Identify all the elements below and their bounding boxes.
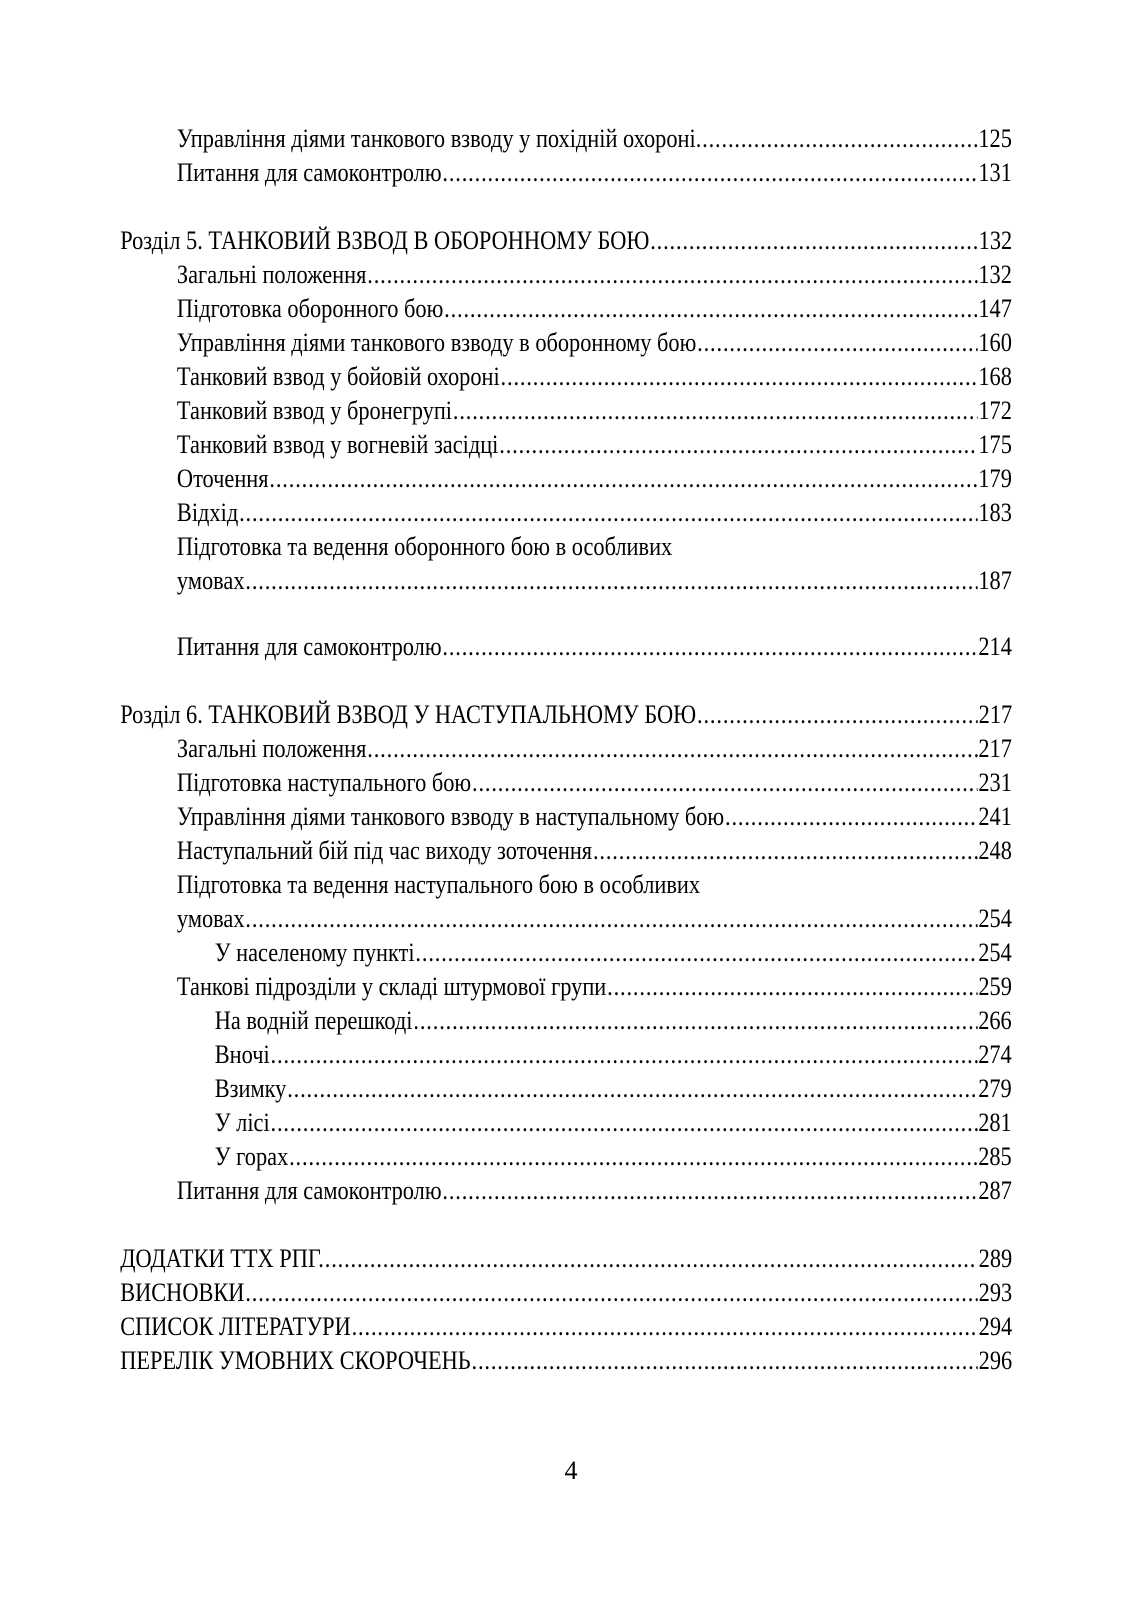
toc-entry <box>177 394 1012 428</box>
toc-entry-title: ДОДАТКИ ТТХ РПГ. <box>120 1244 324 1273</box>
toc-entry-page: 241 <box>978 802 1012 831</box>
toc-entry-title: умовах <box>177 566 245 595</box>
toc-entry-page: 254 <box>978 904 1012 933</box>
toc-entry-page: 179 <box>978 464 1012 493</box>
toc-leader-dots <box>697 698 978 732</box>
toc-entry-page: 131 <box>978 158 1012 187</box>
toc-entry-title: Загальні положення <box>177 734 367 763</box>
toc-entry-page: 279 <box>978 1074 1012 1103</box>
toc-entry-page: 287 <box>978 1176 1012 1205</box>
toc-entry-title: Підготовка та ведення наступального бою в особливих <box>177 870 701 899</box>
toc-entry-page: 259 <box>978 972 1012 1001</box>
toc-entry-page: 214 <box>978 632 1012 661</box>
toc-entry-page: 266 <box>978 1006 1012 1035</box>
toc-entry <box>177 530 1012 564</box>
toc-leader-dots <box>702 122 977 156</box>
toc-entry <box>215 1072 1012 1106</box>
toc-leader-dots <box>367 732 977 766</box>
toc-entry-title: умовах <box>177 904 245 933</box>
toc-entry-page: 289 <box>978 1244 1012 1273</box>
toc-entry-page: 160 <box>978 328 1012 357</box>
toc-entry-page: 254 <box>978 938 1012 967</box>
toc-entry-title: Розділ 5. ТАНКОВИЙ ВЗВОД В ОБОРОННОМУ БОЮ <box>120 226 650 255</box>
toc-entry-title: Підготовка та ведення оборонного бою в особливих <box>177 532 673 561</box>
toc-entry <box>120 1242 1012 1276</box>
toc-entry <box>215 1106 1012 1140</box>
toc-entry <box>215 1004 1012 1038</box>
toc-entry <box>177 428 1012 462</box>
toc-entry-title: Підготовка наступального бою <box>177 768 472 797</box>
toc-leader-dots <box>471 1344 977 1378</box>
toc-entry-page: 281 <box>978 1108 1012 1137</box>
toc-entry-title: Розділ 6. ТАНКОВИЙ ВЗВОД У НАСТУПАЛЬНОМУ БОЮ <box>120 700 696 729</box>
toc-entry <box>215 1140 1012 1174</box>
toc-leader-dots <box>442 630 977 664</box>
toc-entry <box>177 292 1012 326</box>
toc-entry-title: Питання для самоконтролю <box>177 1176 442 1205</box>
toc-entry-title: ВИСНОВКИ <box>120 1278 245 1307</box>
toc-entry-title: Взимку <box>215 1074 287 1103</box>
toc-leader-dots <box>245 564 977 598</box>
toc-entry-title: СПИСОК ЛІТЕРАТУРИ <box>120 1312 351 1341</box>
toc-entry-title: Танковий взвод у вогневій засідці <box>177 430 499 459</box>
toc-leader-dots <box>593 834 978 868</box>
toc-entry-page: 296 <box>978 1346 1012 1375</box>
toc-entry-title: У горах <box>215 1142 289 1171</box>
toc-entry-title: Наступальний бій під час виходу зоточення <box>177 836 593 865</box>
toc-leader-dots <box>245 902 977 936</box>
toc-leader-dots <box>239 496 977 530</box>
toc-entry <box>177 496 1012 530</box>
toc-entry-page: 231 <box>978 768 1012 797</box>
toc-entry <box>215 1038 1012 1072</box>
toc-leader-dots <box>697 326 977 360</box>
toc-leader-dots <box>269 462 977 496</box>
toc-entry-title: Управління діями танкового взводу в наступальному бою <box>177 802 725 831</box>
toc-leader-dots <box>287 1072 977 1106</box>
toc-leader-dots <box>325 1242 978 1276</box>
toc-entry <box>120 698 1012 732</box>
toc-leader-dots <box>416 936 978 970</box>
toc-entry-title: На водній перешкоді <box>215 1006 413 1035</box>
toc-entry-page: 285 <box>978 1142 1012 1171</box>
toc-leader-dots <box>453 394 978 428</box>
toc-leader-dots <box>725 800 978 834</box>
toc-leader-dots <box>245 1276 977 1310</box>
toc-entry-title: Танковий взвод у бронегрупі <box>177 396 453 425</box>
toc-leader-dots <box>607 970 977 1004</box>
toc-entry <box>177 156 1012 190</box>
toc-entry-page: 132 <box>978 226 1012 255</box>
toc-leader-dots <box>444 292 977 326</box>
toc-entry <box>177 732 1012 766</box>
toc-entry-title: Підготовка оборонного бою <box>177 294 444 323</box>
toc-entry-title: Танковий взвод у бойовій охороні <box>177 362 500 391</box>
toc-leader-dots <box>367 258 977 292</box>
toc-entry <box>177 766 1012 800</box>
toc-entry-title: Питання для самоконтролю <box>177 632 442 661</box>
toc-entry-page: 183 <box>978 498 1012 527</box>
toc-entry-title: У населеному пункті <box>215 938 415 967</box>
toc-entry-title: Вночі <box>215 1040 270 1069</box>
toc-entry-page: 147 <box>978 294 1012 323</box>
toc-entry-page: 294 <box>978 1312 1012 1341</box>
toc-leader-dots <box>499 428 977 462</box>
toc-entry <box>120 224 1012 258</box>
toc-entry-title: Питання для самоконтролю <box>177 158 442 187</box>
toc-entry-title: Управління діями танкового взводу у похідній охороні. <box>177 124 702 153</box>
toc-entry <box>177 902 1012 936</box>
toc-leader-dots <box>472 766 978 800</box>
toc-entry-page: 248 <box>978 836 1012 865</box>
toc-entry-page: 175 <box>978 430 1012 459</box>
toc-entry <box>177 122 1012 156</box>
toc-entry <box>177 970 1012 1004</box>
toc-leader-dots <box>442 1174 977 1208</box>
toc-entry <box>177 326 1012 360</box>
toc-entry-page: 168 <box>978 362 1012 391</box>
toc-leader-dots <box>442 156 977 190</box>
toc-entry-page: 217 <box>978 700 1012 729</box>
toc-leader-dots <box>414 1004 978 1038</box>
toc-entry <box>177 462 1012 496</box>
toc-entry <box>120 1344 1012 1378</box>
toc-entry-title: Загальні положення <box>177 260 367 289</box>
toc-leader-dots <box>501 360 978 394</box>
toc-entry-page: 172 <box>978 396 1012 425</box>
toc-entry-page: 293 <box>978 1278 1012 1307</box>
toc-entry <box>177 1174 1012 1208</box>
toc-leader-dots <box>271 1038 978 1072</box>
toc-entry <box>177 800 1012 834</box>
toc-entry <box>120 1276 1012 1310</box>
toc-entry-title: Танкові підрозділи у складі штурмової групи <box>177 972 607 1001</box>
toc-leader-dots <box>289 1140 977 1174</box>
toc-entry-title: У лісі <box>215 1108 270 1137</box>
toc-entry-title: Відхід <box>177 498 239 527</box>
toc-entry-page: 187 <box>978 566 1012 595</box>
page-number: 4 <box>564 1456 578 1485</box>
toc-entry <box>177 360 1012 394</box>
toc-entry <box>177 868 1012 902</box>
toc-leader-dots <box>271 1106 978 1140</box>
toc-entry-page: 132 <box>978 260 1012 289</box>
toc-entry <box>177 258 1012 292</box>
toc-entry <box>177 564 1012 598</box>
toc-entry <box>177 630 1012 664</box>
toc-entry-title: Управління діями танкового взводу в оборонному бою <box>177 328 697 357</box>
toc-entry <box>215 936 1012 970</box>
toc-entry-title: ПЕРЕЛІК УМОВНИХ СКОРОЧЕНЬ <box>120 1346 471 1375</box>
toc-entry-page: 217 <box>978 734 1012 763</box>
toc-leader-dots <box>351 1310 977 1344</box>
toc-leader-dots <box>650 224 978 258</box>
toc-entry-page: 274 <box>978 1040 1012 1069</box>
toc-entry-page: 125 <box>978 124 1012 153</box>
toc-entry <box>120 1310 1012 1344</box>
toc-entry-title: Оточення <box>177 464 269 493</box>
toc-entry <box>177 834 1012 868</box>
